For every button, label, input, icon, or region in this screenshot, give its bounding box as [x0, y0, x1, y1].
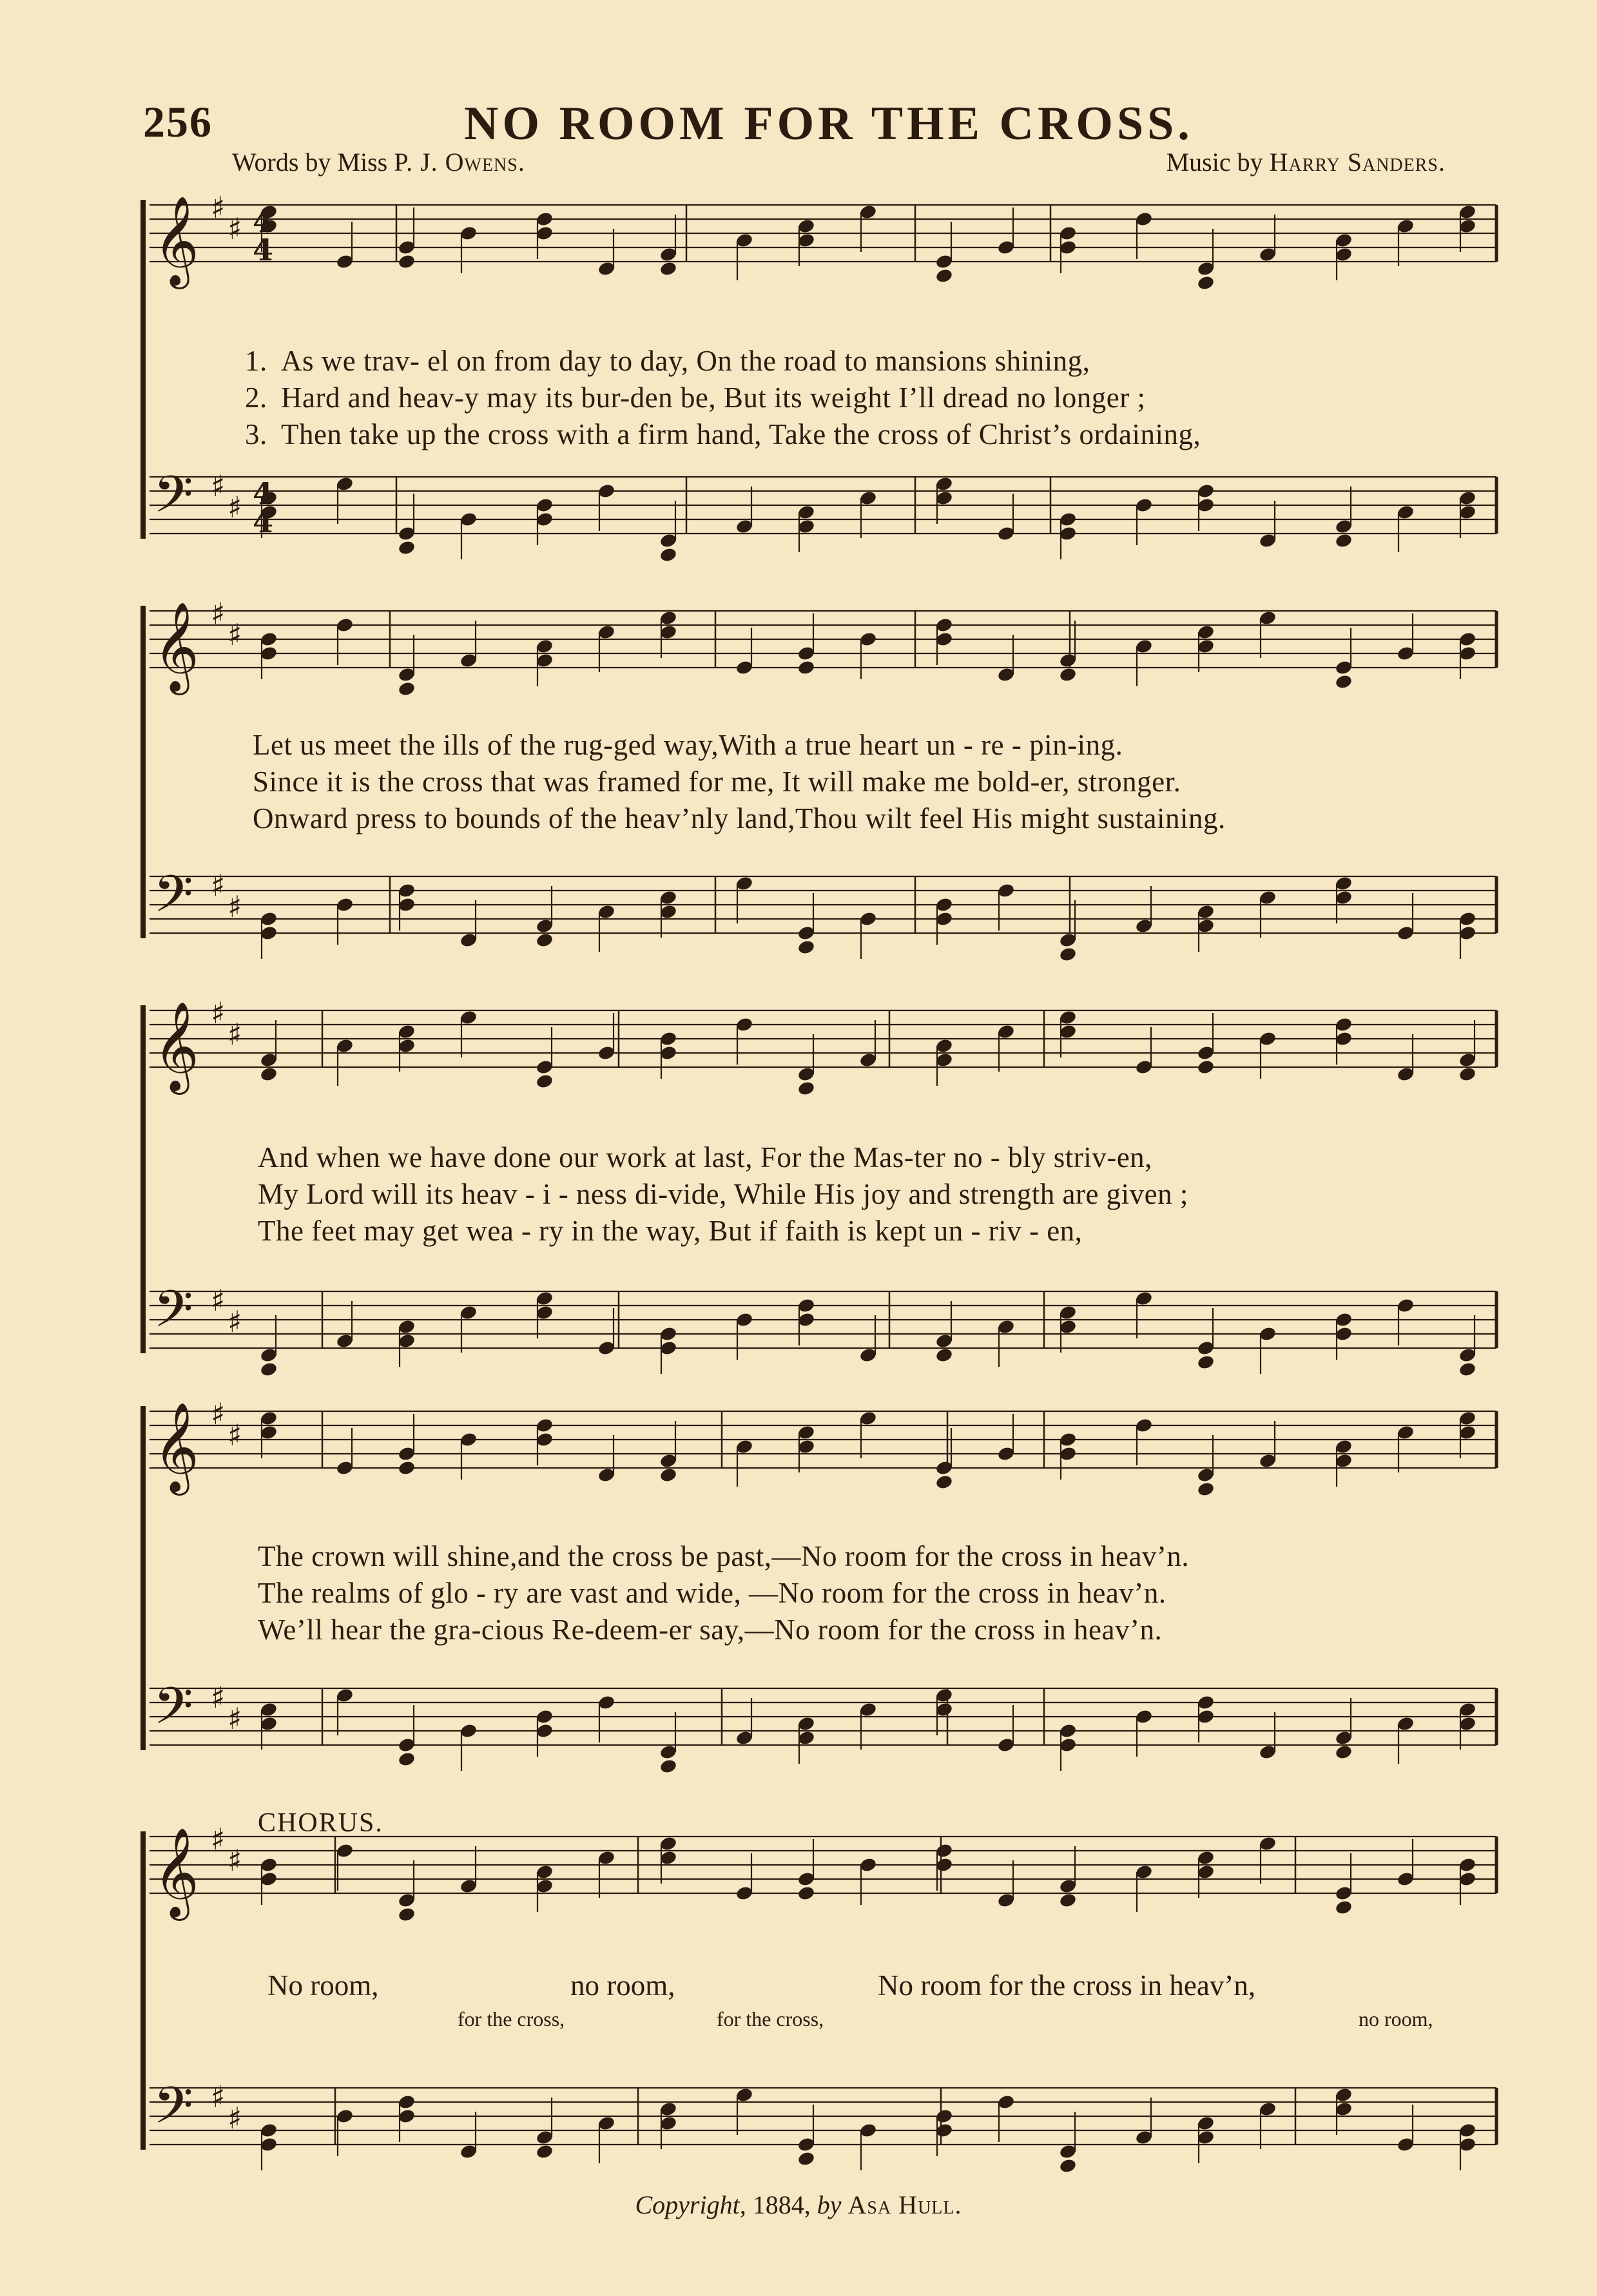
lyric-line: The feet may get wea - ry in the way, But if faith is kept un - riv - en,: [258, 1215, 1083, 1247]
notehead: [797, 1080, 816, 1096]
sharp-icon: ♯: [211, 2079, 226, 2114]
notehead: [1059, 946, 1078, 962]
notehead: [398, 1906, 416, 1922]
sharp-icon: ♯: [211, 1822, 226, 1857]
chorus-sub-lyric: for the cross,: [458, 2007, 565, 2031]
system-brace: [140, 1831, 146, 2150]
sharp-icon: ♯: [227, 490, 242, 525]
sharp-icon: ♯: [211, 468, 226, 503]
notehead: [1059, 666, 1078, 682]
treble-clef-icon: 𝄞: [153, 1001, 199, 1091]
notehead: [1458, 1361, 1477, 1377]
notehead: [1335, 1744, 1353, 1760]
lyric-line: My Lord will its heav - i - ness di-vide, While His joy and strength are given ;: [258, 1178, 1188, 1210]
notehead: [1197, 1354, 1215, 1370]
lyric-line: 2. Hard and heav-y may its bur-den be, But its weight I’ll dread no longer ;: [245, 381, 1146, 414]
notehead: [1197, 1481, 1215, 1497]
notehead: [659, 546, 678, 563]
time-signature: 4: [253, 233, 274, 267]
notehead: [797, 2150, 816, 2166]
sharp-icon: ♯: [227, 617, 242, 652]
system-3-lyrics: [258, 1139, 1188, 1249]
sharp-icon: ♯: [211, 868, 226, 903]
sharp-icon: ♯: [211, 596, 226, 631]
lyric-line: Let us meet the ills of the rug-ged way,With a true heart un - re - pin-ing.: [253, 729, 1123, 761]
copyright-by: by: [817, 2190, 842, 2219]
chorus-lyric: No room for the cross in heav’n,: [878, 1969, 1256, 2002]
sharp-icon: ♯: [211, 996, 226, 1030]
notehead: [659, 260, 678, 276]
notehead: [398, 1460, 416, 1476]
copyright-word: Copyright,: [635, 2190, 746, 2219]
notehead: [1335, 673, 1353, 690]
lyric-line: The crown will shine,and the cross be past,—No room for the cross in heav’n.: [258, 1540, 1190, 1572]
sharp-icon: ♯: [227, 1017, 242, 1052]
music-credit-prefix: Music by: [1166, 148, 1263, 177]
system-brace: [140, 1406, 146, 1750]
notehead: [797, 939, 816, 955]
copyright-line: [0, 2190, 1597, 2220]
lyric-line: The realms of glo - ry are vast and wide, —No room for the cross in heav’n.: [258, 1577, 1166, 1609]
notehead: [935, 267, 954, 284]
sharp-icon: ♯: [227, 1701, 242, 1736]
bass-clef-icon: 𝄢: [153, 1279, 193, 1351]
treble-clef-icon: 𝄞: [153, 1828, 199, 1917]
time-signature: 4: [253, 476, 274, 511]
chorus-sub-lyric: no room,: [1359, 2007, 1433, 2031]
sharp-icon: ♯: [227, 1418, 242, 1452]
notehead: [260, 1066, 278, 1082]
sharp-icon: ♯: [227, 889, 242, 924]
sharp-icon: ♯: [211, 1396, 226, 1431]
notehead: [797, 659, 816, 675]
bass-clef-icon: 𝄢: [153, 864, 193, 936]
chorus-label: CHORUS.: [258, 1808, 383, 1838]
notehead: [1197, 1059, 1215, 1075]
notehead: [1059, 2157, 1078, 2174]
chorus-lyric: no room,: [570, 1969, 675, 2002]
notehead: [1458, 1066, 1477, 1082]
sharp-icon: ♯: [227, 1304, 242, 1339]
notehead: [935, 1474, 954, 1490]
notehead: [797, 1885, 816, 1901]
treble-clef-icon: 𝄞: [153, 196, 199, 285]
sharp-icon: ♯: [227, 1843, 242, 1878]
sharp-icon: ♯: [211, 1283, 226, 1318]
bass-clef-icon: 𝄢: [153, 2076, 193, 2148]
lyric-line: And when we have done our work at last, For the Mas-ter no - bly striv-en,: [258, 1141, 1152, 1173]
time-signature: 4: [253, 204, 274, 239]
notehead: [398, 680, 416, 697]
treble-clef-icon: 𝄞: [153, 1402, 199, 1492]
lyric-line: 1. As we trav- el on from day to day, On the road to mansions shining,: [245, 345, 1090, 377]
bass-clef-icon: 𝄢: [153, 1676, 193, 1748]
system-1-lyrics: [245, 343, 1201, 453]
system-4-lyrics: [258, 1538, 1189, 1648]
lyric-line: Onward press to bounds of the heav’nly land,Thou wilt feel His might sustaining.: [253, 802, 1226, 834]
notehead: [1335, 1899, 1353, 1915]
notehead: [398, 1751, 416, 1767]
system-brace: [140, 200, 146, 539]
hymn-title: NO ROOM FOR THE CROSS.: [464, 97, 1194, 150]
copyright-holder: Asa Hull.: [847, 2190, 962, 2219]
notehead: [536, 2143, 554, 2159]
system-brace: [140, 1005, 146, 1353]
time-signature: 4: [253, 505, 274, 539]
sharp-icon: ♯: [211, 1680, 226, 1715]
notehead: [536, 1073, 554, 1089]
lyric-line: Since it is the cross that was framed for me, It will make me bold-er, stronger.: [253, 766, 1181, 798]
words-credit-name: P. J. Owens.: [394, 148, 525, 177]
notehead: [1335, 532, 1353, 548]
sharp-icon: ♯: [227, 2101, 242, 2136]
sharp-icon: ♯: [227, 211, 242, 246]
copyright-year: 1884,: [752, 2190, 811, 2219]
notehead: [398, 539, 416, 555]
system-2-lyrics: [253, 727, 1226, 837]
notehead: [935, 1347, 954, 1363]
notehead: [1197, 275, 1215, 291]
lyric-line: 3. Then take up the cross with a firm hand, Take the cross of Christ’s ordaining,: [245, 418, 1201, 450]
notehead: [260, 1361, 278, 1377]
treble-clef-icon: 𝄞: [153, 602, 199, 691]
notehead: [659, 1758, 678, 1774]
notehead: [1059, 1892, 1078, 1908]
notehead: [536, 932, 554, 948]
notehead: [659, 1467, 678, 1483]
chorus-lyric: No room,: [267, 1969, 379, 2002]
system-brace: [140, 606, 146, 938]
words-credit-prefix: Words by Miss: [232, 148, 388, 177]
bass-clef-icon: 𝄢: [153, 465, 193, 537]
chorus-sub-lyric: for the cross,: [717, 2007, 824, 2031]
notehead: [398, 253, 416, 269]
page-number: 256: [143, 97, 213, 146]
sharp-icon: ♯: [211, 190, 226, 225]
lyric-line: We’ll hear the gra-cious Re-deem-er say,—No room for the cross in heav’n.: [258, 1614, 1163, 1646]
music-credit-name: Harry Sanders.: [1269, 148, 1446, 177]
